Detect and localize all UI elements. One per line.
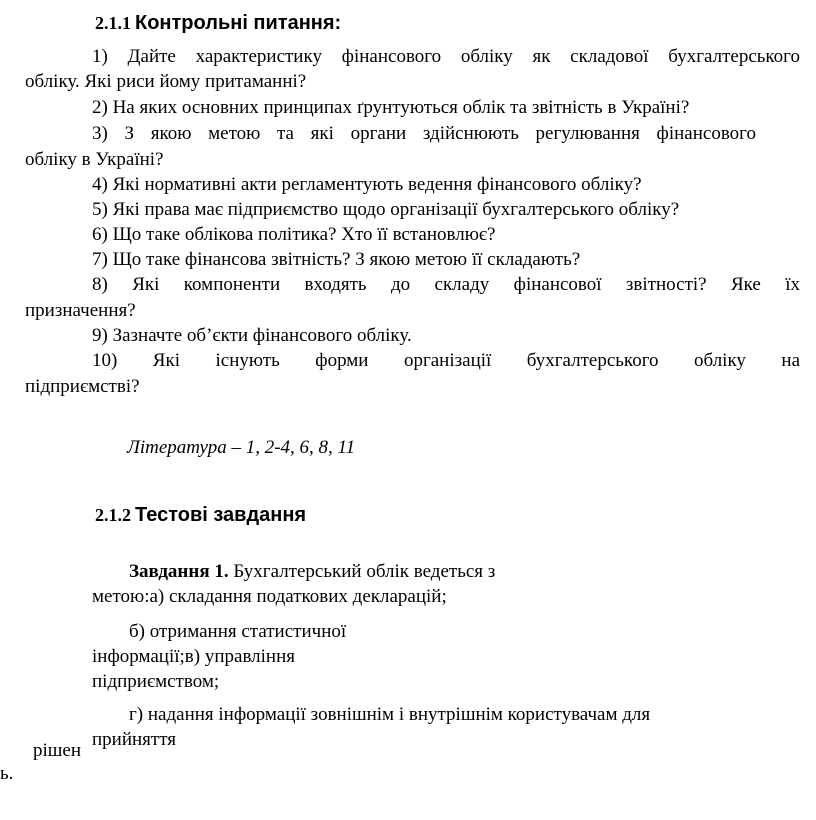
question-9: 9) Зазначте об’єкти фінансового обліку. (92, 325, 412, 346)
task-1-option-b-line-2: інформації;в) управління (92, 646, 296, 667)
question-1-line-2: обліку. Які риси йому притаманні? (25, 71, 307, 92)
question-8-line-2: призначення? (25, 300, 136, 321)
question-6: 6) Що таке облікова політика? Хто її встановлює? (92, 224, 496, 245)
task-1-option-g-line-3: рішен (33, 740, 82, 761)
section-title: Тестові завдання (135, 504, 307, 526)
question-10-line-2: підприємстві? (25, 376, 140, 397)
question-10-line-1: 10) Які існують форми організації бухгалтерського обліку на (92, 350, 800, 371)
question-8-line-1: 8) Які компоненти входять до складу фінансової звітності? Яке їх (92, 274, 800, 295)
task-1-text: Бухгалтерський облік ведеться з (228, 561, 496, 582)
question-3-line-2: обліку в Україні? (25, 149, 164, 170)
task-1-option-b-line-3: підприємством; (92, 671, 220, 692)
question-3-line-1: 3) З якою метою та які органи здійснюють регулювання фінансового (92, 123, 756, 144)
section-heading-tests (95, 500, 306, 530)
section-number: 2.1.1 (95, 13, 131, 33)
question-5: 5) Які права має підприємство щодо організації бухгалтерського обліку? (92, 199, 680, 220)
task-1-label: Завдання 1. (129, 561, 229, 582)
question-2: 2) На яких основних принципах ґрунтуються облік та звітність в Україні? (92, 97, 690, 118)
task-1-option-g-line-1: г) надання інформації зовнішнім і внутрішнім користувачам для (129, 704, 651, 725)
task-1-option-b-line-1: б) отримання статистичної (129, 621, 347, 642)
section-heading-control-questions (95, 8, 341, 38)
question-1-line-1: 1) Дайте характеристику фінансового обліку як складової бухгалтерського (92, 46, 800, 67)
literature-reference: Література – 1, 2-4, 6, 8, 11 (127, 437, 356, 458)
question-7: 7) Що таке фінансова звітність? З якою метою її складають? (92, 249, 581, 270)
task-1-option-g-line-4: ь. (0, 763, 14, 784)
question-4: 4) Які нормативні акти регламентують ведення фінансового обліку? (92, 174, 642, 195)
section-title: Контрольні питання: (135, 12, 342, 34)
task-1-option-g-line-2: прийняття (92, 729, 177, 750)
task-1-intro (129, 561, 495, 583)
task-1-option-a: метою:а) складання податкових декларацій; (92, 586, 447, 607)
section-number: 2.1.2 (95, 505, 131, 525)
